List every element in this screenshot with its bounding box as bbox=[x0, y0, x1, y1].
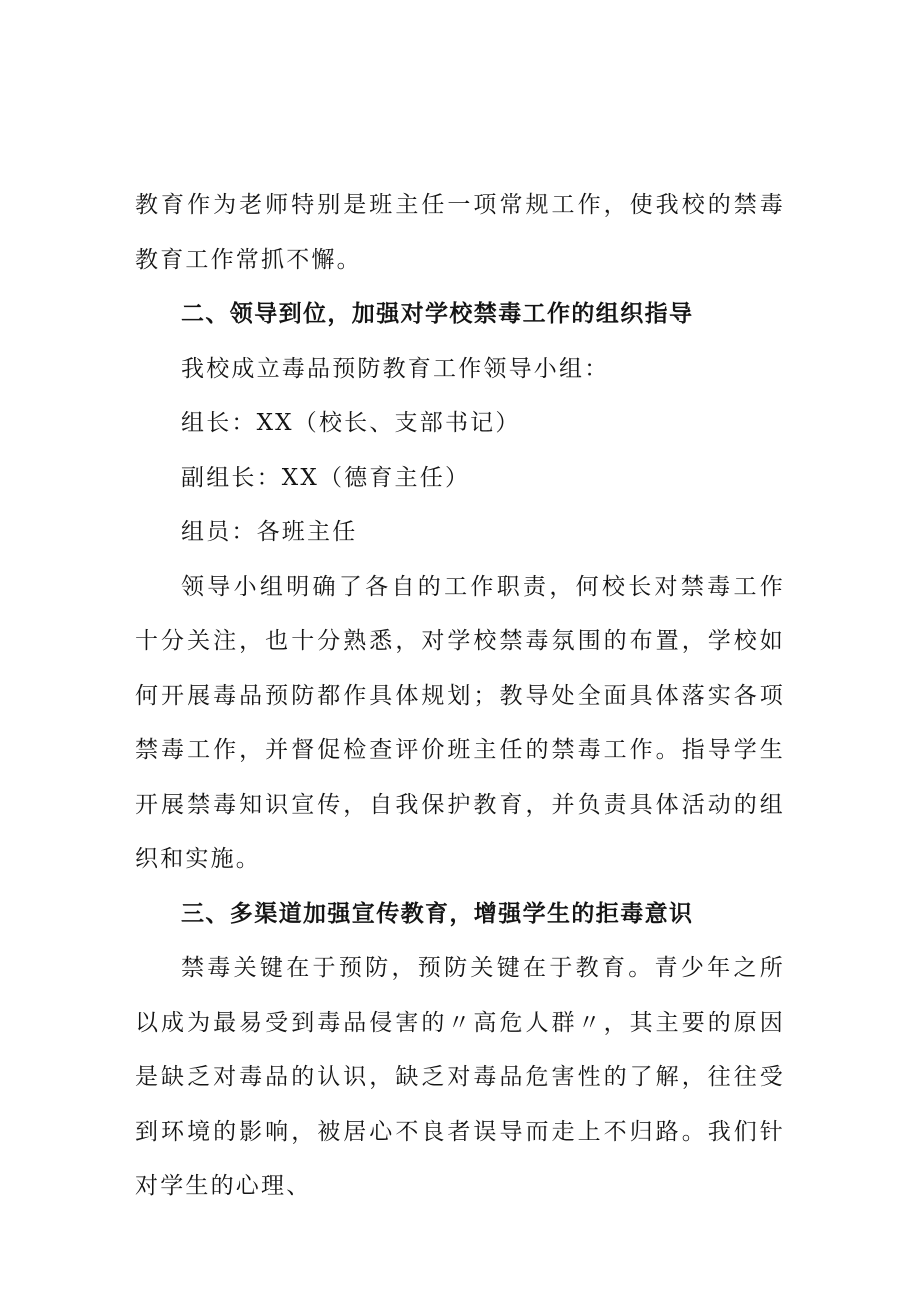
paragraph-responsibilities: 领导小组明确了各自的工作职责，何校长对禁毒工作十分关注，也十分熟悉，对学校禁毒氛围的布置，学校如何开展毒品预防都作具体规划；教导处全面具体落实各项禁毒工作，并督促检查评价班主任的禁毒工作。指导学生开展禁毒知识宣传，自我保护教育，并负责具体活动的组织和实施。 bbox=[135, 573, 785, 872]
paragraph-prevention: 禁毒关键在于预防，预防关键在于教育。青少年之所以成为最易受到毒品侵害的〃高危人群〃，其主要的原因是缺乏对毒品的认识，缺乏对毒品危害性的了解，往往受到环境的影响，被居心不良者误导而走上不归路。我们针对学生的心理、 bbox=[135, 955, 785, 1199]
document-body bbox=[135, 178, 785, 1214]
paragraph-continuation: 教育作为老师特别是班主任一项常规工作，使我校的禁毒教育工作常抓不懈。 bbox=[135, 192, 785, 273]
section-heading-2: 二、领导到位，加强对学校禁毒工作的组织指导 bbox=[181, 301, 694, 327]
paragraph-group-intro: 我校成立毒品预防教育工作领导小组： bbox=[181, 355, 610, 382]
paragraph-members: 组员：各班主任 bbox=[181, 519, 358, 545]
paragraph-group-leader: 组长：XX（校长、支部书记） bbox=[181, 410, 521, 436]
paragraph-deputy-leader: 副组长：XX（德育主任） bbox=[181, 464, 471, 491]
section-heading-3: 三、多渠道加强宣传教育，增强学生的拒毒意识 bbox=[181, 900, 694, 927]
